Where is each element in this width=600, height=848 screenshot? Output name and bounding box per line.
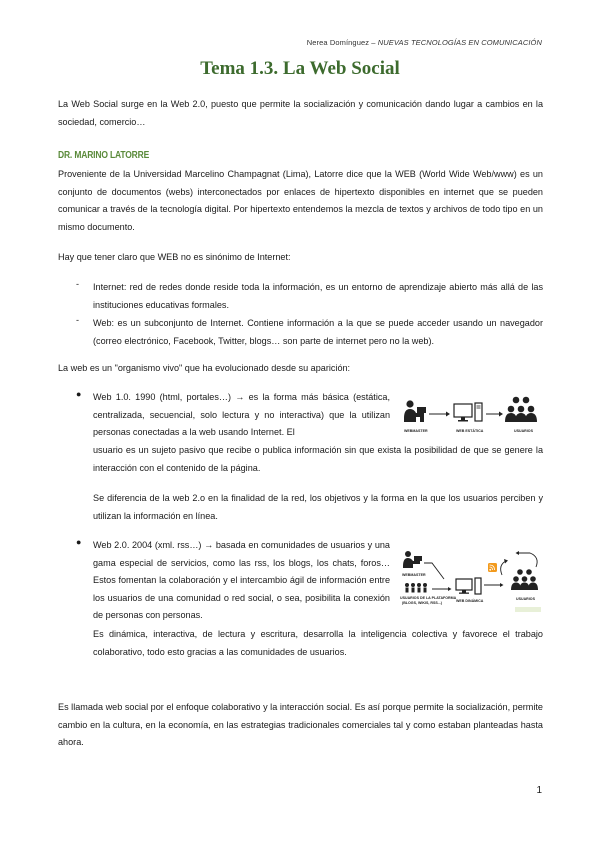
diagram-label: WEBMASTER — [402, 573, 426, 577]
web10-followup: Se diferencia de la web 2.o en la finalidad de la red, los objetivos y la forma en la que los usuarios perciben y utilizan la información en línea. — [93, 493, 543, 521]
crowd-icon — [405, 583, 427, 593]
diagram-label: USUARIOS — [514, 429, 533, 433]
users-icon — [505, 397, 537, 422]
web20-text: Web 2.0. 2004 (xml. rss…) → basada en comunidades de usuarios y una gama especial de servicios, como las rss, los blogs, los chats, foros… Estos fomentan la colaboración y el intercambio ágil de información entre los usuarios de una comunidad o red social, o sea, posibilita la conexión de personas con personas. — [93, 540, 390, 621]
diagram-label: (BLOGS, WIKIS, RSS...) — [402, 601, 442, 605]
page-number: 1 — [536, 785, 542, 796]
web10-text-wrapped: Web 1.0. 1990 (html, portales…) → es la forma más básica (estática, centralizada, secuencial, solo lectura y no interactiva) que la utilizan personas conectadas a la web usando Internet. El — [93, 392, 390, 438]
diagram-label: WEB ESTÁTICA — [456, 429, 484, 433]
diagram-label: USUARIOS DE LA PLATAFORMA — [400, 596, 457, 600]
users-icon — [511, 569, 538, 590]
bullet-marker: ● — [76, 537, 82, 547]
dash-item-web: Web: es un subconjunto de Internet. Contiene información a la que se puede acceder usando un navegador (correo electrónico, Facebook, Twitter, blogs… son parte de internet pero no la web). — [93, 318, 543, 346]
web20-followup: Es dinámica, interactiva, de lectura y escritura, desarrolla la inteligencia colectiva y favorece el trabajo colaborativo, todo esto gracias a las comunidades de usuarios. — [93, 629, 543, 657]
diagram-label: WEB DINÁMICA — [456, 599, 484, 603]
web-vs-internet-intro: Hay que tener claro que WEB no es sinónimo de Internet: — [58, 252, 291, 262]
header-author: Nerea Domínguez – — [306, 38, 378, 47]
web10-diagram — [398, 392, 546, 440]
intro-paragraph: La Web Social surge en la Web 2.0, puesto que permite la socialización y comunicación dando lugar a cambios en la sociedad, comercio… — [58, 99, 543, 127]
web10-text-full: usuario es un sujeto pasivo que recibe o publica información sin que exista la posibilidad de que se genere la interacción con el contenido de la página. — [93, 445, 543, 473]
web20-diagram — [398, 545, 546, 621]
bullet-marker: ● — [76, 389, 82, 399]
page-title: Tema 1.3. La Web Social — [200, 58, 400, 79]
dash-item-internet: Internet: red de redes donde reside toda la información, es un entorno de aprendizaje abierto más allá de las instituciones educativas formales. — [93, 282, 543, 310]
latorre-paragraph: Proveniente de la Universidad Marcelino Champagnat (Lima), Latorre dice que la WEB (World Wide Web/www) es un conjunto de documentos (webs) interconectados por enlaces de hipertexto disponibles en internet que se pueden comunicar a través de la tecnología digital. Por hipertexto entendemos la mezcla de textos y archivos de todo tipo en un mismo documento. — [58, 169, 543, 232]
evolution-intro: La web es un "organismo vivo" que ha evolucionado desde su aparición: — [58, 363, 351, 373]
monitor-icon — [454, 403, 482, 422]
section-heading: DR. MARINO LATORRE — [58, 150, 150, 161]
page-header — [307, 38, 542, 47]
diagram-label: WEBMASTER — [404, 429, 428, 433]
webmaster-icon — [403, 551, 422, 568]
dash-marker: - — [76, 279, 80, 289]
header-subject: NUEVAS TECNOLOGÍAS EN COMUNICACIÓN — [377, 38, 542, 47]
webmaster-icon — [404, 400, 426, 422]
diagram-label: USUARIOS — [516, 597, 535, 601]
conclusion-paragraph: Es llamada web social por el enfoque colaborativo y la interacción social. Es así porque permite la socialización, permite cambio en la cultura, en la economía, en las estrategias tradicionales comerciales tal y como estaban planteadas hasta ahora. — [58, 702, 543, 748]
rss-icon — [488, 563, 497, 572]
monitor-icon — [456, 578, 481, 594]
dash-marker: - — [76, 315, 80, 325]
